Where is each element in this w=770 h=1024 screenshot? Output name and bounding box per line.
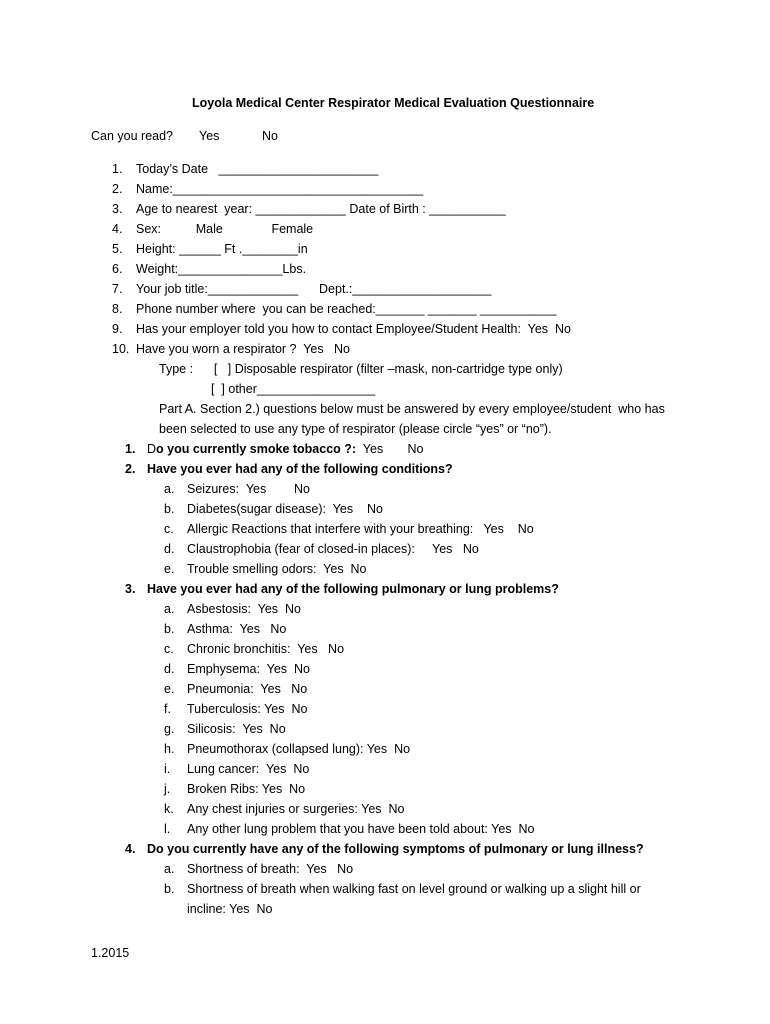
- name-field[interactable]: Name:____________________________________: [136, 182, 424, 196]
- sub-letter: d.: [164, 662, 175, 676]
- question-number: 2.: [125, 462, 136, 476]
- employer-contact-question[interactable]: Has your employer told you how to contact Employee/Student Health: Yes No: [136, 322, 571, 336]
- allergic-reactions-item[interactable]: Allergic Reactions that interfere with your breathing: Yes No: [187, 522, 534, 536]
- sub-letter: d.: [164, 542, 175, 556]
- part-a-instructions: Part A. Section 2.) questions below must be answered by every employee/student who has: [159, 402, 665, 416]
- sub-letter: c.: [164, 642, 174, 656]
- sub-letter: a.: [164, 862, 175, 876]
- conditions-question: Have you ever had any of the following conditions?: [147, 462, 453, 476]
- other-lung-problem-item[interactable]: Any other lung problem that you have been told about: Yes No: [187, 822, 535, 836]
- question-text-plain: D: [147, 442, 157, 456]
- chest-injuries-item[interactable]: Any chest injuries or surgeries: Yes No: [187, 802, 405, 816]
- pneumonia-item[interactable]: Pneumonia: Yes No: [187, 682, 308, 696]
- tuberculosis-item[interactable]: Tuberculosis: Yes No: [187, 702, 308, 716]
- height-field[interactable]: Height: ______ Ft .________in: [136, 242, 308, 256]
- sub-letter: f.: [164, 702, 171, 716]
- pneumothorax-item[interactable]: Pneumothorax (collapsed lung): Yes No: [187, 742, 411, 756]
- age-dob-field[interactable]: Age to nearest year: _____________ Date of Birth : ___________: [136, 202, 506, 216]
- broken-ribs-item[interactable]: Broken Ribs: Yes No: [187, 782, 306, 796]
- question-text-bold: o you currently smoke tobacco ?:: [156, 442, 357, 456]
- question-number: 4.: [125, 842, 136, 856]
- item-number: 4.: [112, 222, 123, 236]
- item-number: 3.: [112, 202, 123, 216]
- sex-field[interactable]: Sex: Male Female: [136, 222, 314, 236]
- sub-letter: b.: [164, 502, 175, 516]
- item-number: 7.: [112, 282, 123, 296]
- job-title-field[interactable]: Your job title:_____________ Dept.:____________________: [136, 282, 492, 296]
- diabetes-item[interactable]: Diabetes(sugar disease): Yes No: [187, 502, 383, 516]
- sub-letter: e.: [164, 562, 175, 576]
- claustrophobia-item[interactable]: Claustrophobia (fear of closed-in places): Yes No: [187, 542, 479, 556]
- sub-letter: j.: [164, 782, 171, 796]
- question-number: 1.: [125, 442, 136, 456]
- sub-letter: l.: [164, 822, 171, 836]
- can-read-label: Can you read?: [91, 129, 174, 143]
- weight-field[interactable]: Weight:_______________Lbs.: [136, 262, 307, 276]
- answer-options: Yes No: [356, 442, 424, 456]
- page-footer: 1.2015: [91, 946, 130, 960]
- respirator-type-other[interactable]: [ ] other_________________: [211, 382, 376, 396]
- sub-letter: c.: [164, 522, 174, 536]
- smelling-odors-item[interactable]: Trouble smelling odors: Yes No: [187, 562, 367, 576]
- item-number: 10.: [112, 342, 130, 356]
- asbestosis-item[interactable]: Asbestosis: Yes No: [187, 602, 301, 616]
- seizures-item[interactable]: Seizures: Yes No: [187, 482, 310, 496]
- respirator-type-disposable[interactable]: Type : [ ] Disposable respirator (filter –mask, non-cartridge type only): [159, 362, 563, 376]
- item-number: 2.: [112, 182, 123, 196]
- phone-field[interactable]: Phone number where you can be reached:_______ _______ ___________: [136, 302, 557, 316]
- can-read-yes[interactable]: Yes: [199, 129, 220, 143]
- emphysema-item[interactable]: Emphysema: Yes No: [187, 662, 310, 676]
- todays-date-field[interactable]: Today’s Date _______________________: [136, 162, 379, 176]
- item-number: 1.: [112, 162, 123, 176]
- sub-letter: a.: [164, 482, 175, 496]
- asthma-item[interactable]: Asthma: Yes No: [187, 622, 287, 636]
- question-number: 3.: [125, 582, 136, 596]
- silicosis-item[interactable]: Silicosis: Yes No: [187, 722, 286, 736]
- sub-letter: h.: [164, 742, 175, 756]
- lung-cancer-item[interactable]: Lung cancer: Yes No: [187, 762, 310, 776]
- symptoms-question: Do you currently have any of the following symptoms of pulmonary or lung illness?: [147, 842, 644, 856]
- can-read-no[interactable]: No: [262, 129, 278, 143]
- sub-letter: e.: [164, 682, 175, 696]
- sub-letter: k.: [164, 802, 174, 816]
- chronic-bronchitis-item[interactable]: Chronic bronchitis: Yes No: [187, 642, 345, 656]
- sub-letter: b.: [164, 622, 175, 636]
- lung-problems-question: Have you ever had any of the following pulmonary or lung problems?: [147, 582, 559, 596]
- shortness-walking-item-cont[interactable]: incline: Yes No: [187, 902, 273, 916]
- shortness-of-breath-item[interactable]: Shortness of breath: Yes No: [187, 862, 354, 876]
- item-number: 8.: [112, 302, 123, 316]
- item-number: 9.: [112, 322, 123, 336]
- sub-letter: b.: [164, 882, 175, 896]
- sub-letter: a.: [164, 602, 175, 616]
- sub-letter: g.: [164, 722, 175, 736]
- item-number: 5.: [112, 242, 123, 256]
- shortness-walking-item[interactable]: Shortness of breath when walking fast on level ground or walking up a slight hill or: [187, 882, 641, 896]
- item-number: 6.: [112, 262, 123, 276]
- sub-letter: i.: [164, 762, 171, 776]
- smoke-tobacco-question[interactable]: [147, 441, 423, 457]
- page-title: Loyola Medical Center Respirator Medical Evaluation Questionnaire: [192, 96, 595, 110]
- part-a-instructions-cont: been selected to use any type of respirator (please circle “yes” or “no”).: [159, 422, 552, 436]
- worn-respirator-question[interactable]: Have you worn a respirator ? Yes No: [136, 342, 351, 356]
